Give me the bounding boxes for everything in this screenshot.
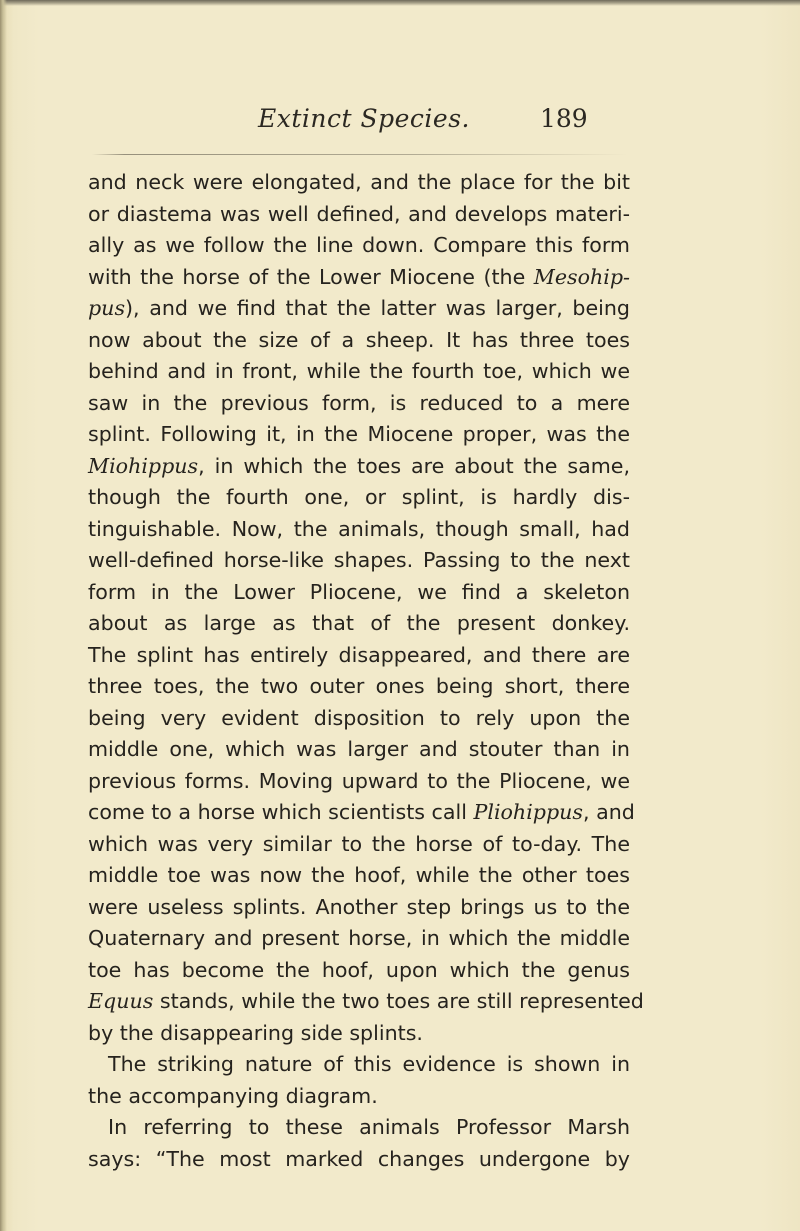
text-line <box>88 671 630 703</box>
text-line <box>88 829 630 861</box>
body-text <box>88 167 644 1175</box>
page-number: 189 <box>540 104 588 133</box>
italic-term: Equus <box>88 989 154 1013</box>
text-line <box>88 199 630 231</box>
text-segment: says: “The most marked changes undergone by <box>88 1146 630 1171</box>
running-head-title: Extinct Species. <box>258 104 470 133</box>
text-segment: now about the size of a sheep. It has three toes <box>88 327 630 352</box>
text-segment: the accompanying diagram. <box>88 1083 378 1108</box>
italic-term: Pliohippus <box>473 800 583 824</box>
text-line <box>88 955 630 987</box>
text-line <box>88 892 630 924</box>
text-line <box>88 923 630 955</box>
text-line <box>88 640 630 672</box>
text-segment: which was very similar to the horse of to-day. The <box>88 831 630 856</box>
text-segment: though the fourth one, or splint, is hardly dis- <box>88 485 630 509</box>
text-line <box>88 703 630 735</box>
text-line <box>88 167 630 199</box>
text-line <box>88 325 630 357</box>
text-line <box>88 545 630 577</box>
text-line <box>88 608 630 640</box>
text-segment: , and <box>582 800 635 824</box>
text-line <box>88 1112 630 1144</box>
text-segment: saw in the previous form, is reduced to a mere <box>88 390 630 415</box>
text-segment: being very evident disposition to rely upon the <box>88 705 630 730</box>
text-segment: and neck were elongated, and the place for the bit <box>88 170 630 194</box>
text-line <box>88 514 630 546</box>
text-segment: well-defined horse-like shapes. Passing to the next <box>88 548 630 572</box>
text-segment: middle toe was now the hoof, while the other toes <box>88 863 630 887</box>
text-line <box>88 734 630 766</box>
page-binding-edge <box>0 0 7 1231</box>
text-line <box>88 860 630 892</box>
italic-term: pus <box>88 296 126 320</box>
text-line <box>88 482 630 514</box>
italic-term: Mesohip- <box>533 264 630 289</box>
italic-term: Miohippus <box>88 453 199 478</box>
text-line <box>88 797 635 829</box>
text-segment: In referring to these animals Professor Marsh <box>108 1115 630 1139</box>
text-line <box>88 1018 630 1050</box>
text-segment: three toes, the two outer ones being short, there <box>88 674 630 698</box>
page-top-edge <box>0 0 800 6</box>
text-segment: ally as we follow the line down. Compare this form <box>88 233 630 257</box>
text-segment: about as large as that of the present donkey. <box>88 611 630 635</box>
text-segment: The splint has entirely disappeared, and there are <box>88 642 630 667</box>
text-segment: behind and in front, while the fourth toe, which we <box>88 359 630 383</box>
text-segment: by the disappearing side splints. <box>88 1020 423 1045</box>
text-line <box>88 1049 630 1081</box>
text-line <box>88 451 630 483</box>
text-segment: with the horse of the Lower Miocene (the <box>88 264 534 289</box>
text-segment: were useless splints. Another step brings us to the <box>88 894 630 919</box>
text-line <box>88 419 630 451</box>
header-rule <box>92 154 628 155</box>
text-line <box>88 577 630 609</box>
text-segment: , in which the toes are about the same, <box>198 453 630 478</box>
text-line <box>88 766 630 798</box>
text-segment: come to a horse which scientists call <box>88 800 474 824</box>
text-segment: middle one, which was larger and stouter than in <box>88 737 630 761</box>
text-segment: ), and we find that the latter was larger, being <box>125 296 630 320</box>
text-line <box>88 388 630 420</box>
text-segment: stands, while the two toes are still represented <box>153 989 644 1013</box>
text-line <box>88 262 630 294</box>
text-segment: tinguishable. Now, the animals, though small, had <box>88 516 630 541</box>
text-segment: The striking nature of this evidence is shown in <box>108 1052 630 1076</box>
text-segment: toe has become the hoof, upon which the genus <box>88 957 630 982</box>
text-segment: previous forms. Moving upward to the Pliocene, we <box>88 768 630 793</box>
text-segment: Quaternary and present horse, in which the middle <box>88 926 630 950</box>
text-line <box>88 1144 630 1176</box>
text-line <box>88 986 644 1018</box>
text-segment: form in the Lower Pliocene, we find a skeleton <box>88 579 630 604</box>
text-line <box>88 1081 630 1113</box>
text-line <box>88 293 630 325</box>
text-segment: splint. Following it, in the Miocene proper, was the <box>88 422 630 446</box>
running-head <box>0 104 800 148</box>
text-segment: or diastema was well defined, and develops materi- <box>88 201 630 226</box>
text-line <box>88 356 630 388</box>
text-line <box>88 230 630 262</box>
